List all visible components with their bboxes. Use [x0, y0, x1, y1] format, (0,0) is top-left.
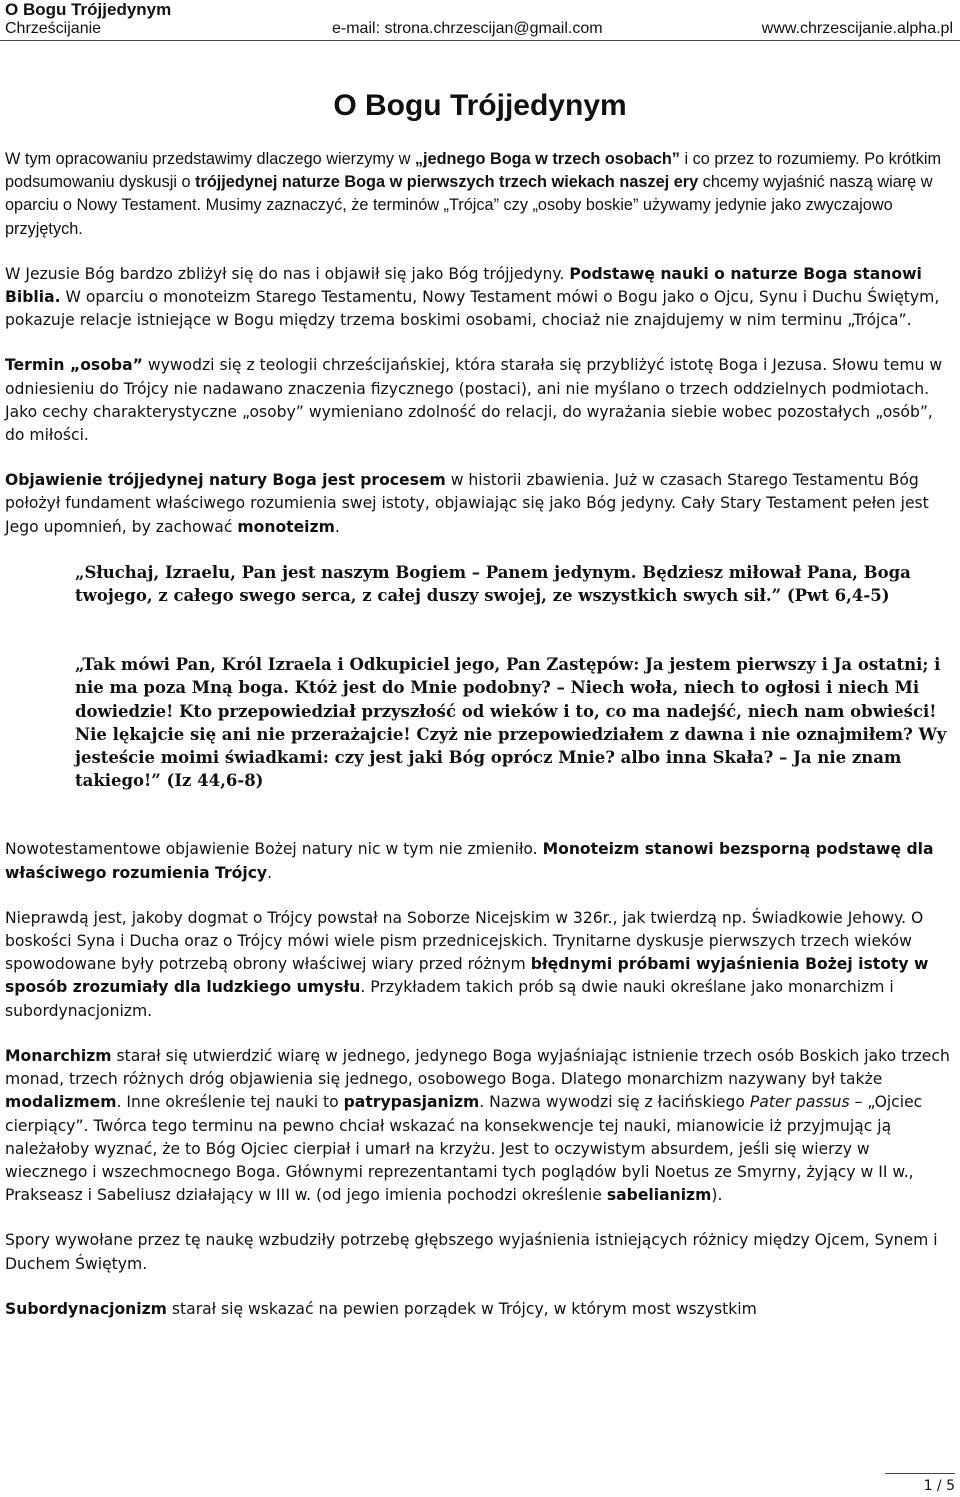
- paragraph-nicaea: [5, 907, 955, 1023]
- paragraph-revelation: [5, 469, 955, 539]
- bold-text: „jednego Boga w trzech osobach”: [414, 150, 680, 168]
- text: – „Ojciec cierpiący”. Twórca tego terminu na pewno chciał wskazać na konsekwencje tej nauki, mianowicie iż przyjmując ją należałoby wyznać, że to Bóg Ojciec cierpiał i umarł na krzyżu. Jest to oczywistym absurdem, jeśli się wierzy w wiecznego i wszechmocnego Boga. Głównymi reprezentantami tych poglądów byli Noetus ze Smyrny, żyjący w II w., Prakseasz i Sabeliusz działający w III w. (od jego imienia pochodzi określenie: [5, 1093, 923, 1205]
- bold-text: Subordynacjonizm: [5, 1299, 167, 1318]
- bold-text: monoteizm: [237, 517, 335, 536]
- text: starał się wskazać na pewien porządek w Trójcy, w którym most wszystkim: [166, 1299, 757, 1318]
- text: w historii zbawienia. Już w czasach Starego Testamentu Bóg położył fundament właściwego rozumienia swej istoty, objawiając się jako Bóg jedyny. Cały Stary Testament pełen jest Jego upomnień, by zachować: [5, 471, 929, 536]
- paragraph-person: [5, 354, 955, 447]
- header-divider: [0, 40, 960, 41]
- bold-text: błędnymi próbami wyjaśnienia Bożej istoty w sposób zrozumiały dla ludzkiego umysłu: [5, 955, 929, 997]
- bold-text: Monoteizm stanowi bezsporną podstawę dla właściwego rozumienia Trójcy: [5, 840, 934, 882]
- quote-isaiah: „Tak mówi Pan, Król Izraela i Odkupiciel jego, Pan Zastępów: Ja jestem pierwszy i Ja ostatni; i nie ma poza Mną boga. Któż jest do Mnie podobny? – Niech woła, niech to ogłosi i niech Mi dowiedzie! Kto przepowiedział przyszłość od wieków i to, co ma nadejść, niech nam obwieści! Nie lękajcie się ani nie przerażajcie! Czyż nie przepowiedziałem z dawna i nie oznajmiłem? Wy jesteście moimi świadkami: czy jest jaki Bóg oprócz Mnie? albo inna Skała? – Ja nie znam takiego!” (Iz 44,6-8): [75, 655, 947, 791]
- bold-text: Podstawę nauki o naturze Boga stanowi Biblia.: [5, 264, 922, 307]
- page-title: O Bogu Trójjedynym: [333, 89, 627, 122]
- text: . Nazwa wywodzi się z łacińskiego: [479, 1093, 750, 1112]
- text: chcemy wyjaśnić naszą wiarę w oparciu o Nowy Testament. Musimy zaznaczyć, że terminów „Trójca” czy „osoby boskie” używamy jedynie jako zwyczajowo przyjętych.: [5, 173, 933, 238]
- paragraph-monarchianism: [5, 1045, 955, 1207]
- text: .: [334, 517, 340, 536]
- bold-text: Termin „osoba”: [5, 356, 143, 375]
- paragraph-intro: [5, 148, 955, 241]
- bold-text: modalizmem: [5, 1093, 117, 1112]
- bold-text: trójjedynej naturze Boga w pierwszych trzech wiekach naszej ery: [195, 173, 699, 192]
- header-email[interactable]: e-mail: strona.chrzescijan@gmail.com: [332, 20, 603, 37]
- text: W oparciu o monoteizm Starego Testamentu, Nowy Testament mówi o Bogu jako o Ojcu, Synu i Duchu Świętym, pokazuje relacje istniejące w Bogu między trzema boskimi osobami, chociaż nie znajdujemy w nim terminu „Trójca”.: [5, 288, 940, 330]
- text: i co przez to rozumiemy. Po krótkim podsumowaniu dyskusji o: [5, 150, 942, 192]
- footer-divider: [885, 1473, 955, 1474]
- text: . Przykładem takich prób są dwie nauki określane jako monarchizm i subordynacjonizm.: [5, 978, 894, 1020]
- bold-text: patrypasjanizm: [343, 1093, 480, 1112]
- text: W tym opracowaniu przedstawimy dlaczego wierzymy w: [5, 150, 415, 168]
- paragraph-new-testament: [5, 838, 955, 884]
- bold-text: Objawienie trójjedynej natury Boga jest procesem: [5, 471, 446, 490]
- header-row: [5, 20, 953, 40]
- text: starał się utwierdzić wiarę w jednego, jedynego Boga wyjaśniając istnienie trzech osób Boskich jako trzech monad, trzech różnych dróg objawienia się jednego, osobowego Boga. Dlatego monarchizm nazywany był także: [5, 1046, 950, 1089]
- text: W Jezusie Bóg bardzo zbliżył się do nas i objawił się jako Bóg trójjedyny.: [5, 264, 570, 283]
- header-url[interactable]: www.chrzescijanie.alpha.pl: [761, 20, 953, 37]
- paragraph-jesus: [5, 263, 955, 333]
- text: Nowotestamentowe objawienie Bożej natury nic w tym nie zmieniło.: [5, 840, 543, 859]
- header-site-name: Chrześcijanie: [5, 20, 102, 37]
- text: ).: [711, 1186, 723, 1205]
- text: Nieprawdą jest, jakoby dogmat o Trójcy powstał na Soborze Nicejskim w 326r., jak twierdzą np. Świadkowie Jehowy. O boskości Syna i Ducha oraz o Trójcy mówi wiele pism przednicejskich. Trynitarne dyskusje pierwszych trzech wieków spowodowane były potrzebą obrony właściwej wiary przed różnym: [5, 908, 924, 974]
- page-header: [5, 0, 953, 40]
- bold-text: Monarchizm: [5, 1046, 112, 1065]
- page-number: 1 / 5: [923, 1478, 955, 1494]
- text: .: [267, 863, 273, 882]
- text: . Inne określenie tej nauki to: [116, 1093, 344, 1112]
- paragraph-subordinationism: [5, 1298, 955, 1321]
- quote-deuteronomy: „Słuchaj, Izraelu, Pan jest naszym Bogiem – Panem jedynym. Będziesz miłował Pana, Boga twojego, z całego swego serca, z całej duszy swojej, ze wszystkich swych sił.” (Pwt 6,4-5): [75, 562, 911, 606]
- paragraph-disputes: Spory wywołane przez tę naukę wzbudziły potrzebę głębszego wyjaśnienia istniejących różnicy między Ojcem, Synem i Duchem Świętym.: [5, 1231, 938, 1273]
- bold-text: sabelianizm: [606, 1186, 712, 1205]
- header-title: O Bogu Trójjedynym: [5, 0, 172, 19]
- article-body: [5, 148, 955, 1343]
- italic-text: Pater passus: [749, 1093, 850, 1112]
- text: wywodzi się z teologii chrześcijańskiej, która starała się przybliżyć istotę Boga i Jezusa. Słowu temu w odniesieniu do Trójcy nie nadawano znaczenia fizycznego (postaci), ani nie myślano o trzech oddzielnych podmiotach. Jako cechy charakterystyczne „osoby” wymieniano zdolność do relacji, do wyrażania siebie wobec pozostałych „osób”, do miłości.: [5, 356, 943, 445]
